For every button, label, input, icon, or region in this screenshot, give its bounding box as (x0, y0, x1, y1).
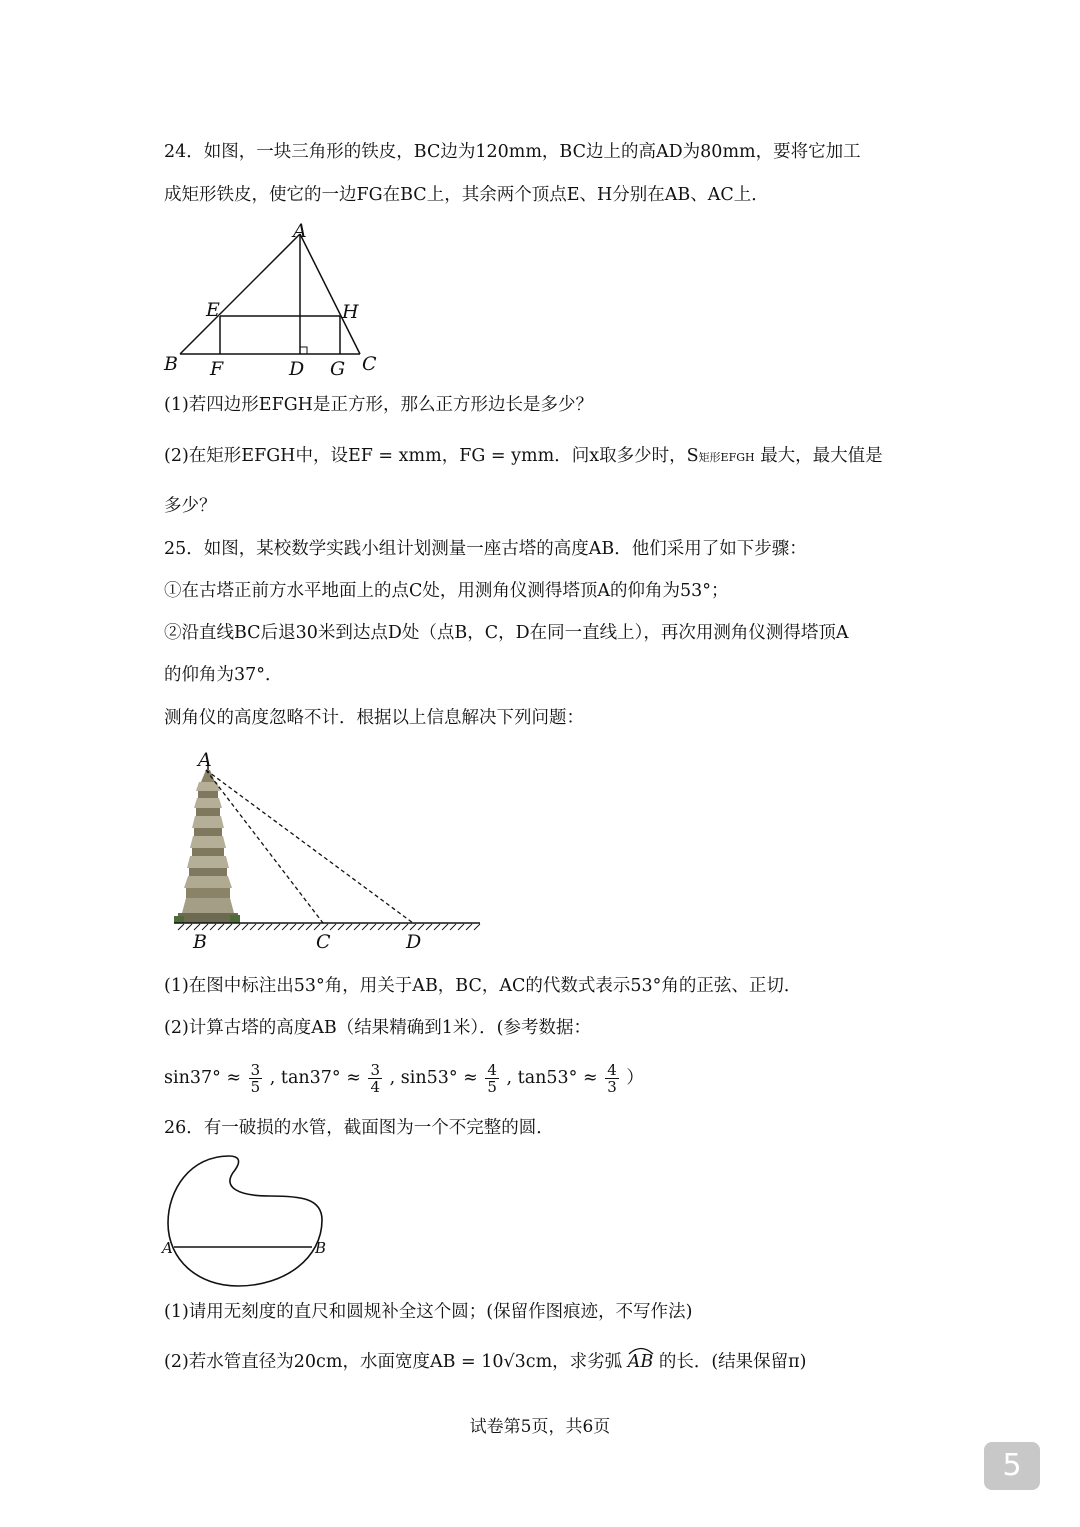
q25-tower-figure (168, 748, 488, 953)
q26-broken-circle-figure (160, 1148, 340, 1293)
fraction: $\frac{4}{3}$ (607, 1061, 617, 1096)
fraction: $\frac{3}{4}$ (370, 1061, 381, 1096)
label-A: A (293, 220, 307, 242)
fraction: $\frac{4}{5}$ (487, 1061, 497, 1096)
q26-text-line1: 26．有一破损的水管，截面图为一个不完整的圆． (164, 1118, 554, 1138)
q25-reference-data: sin37° ≈ $\frac{3}{5}$ , tan37° ≈ $\frac{3}{4}$ , sin53° ≈ $\frac{4}{5}$ , tan53° ≈ $\frac{4}{3}$ ） (164, 1061, 644, 1096)
q24-text-line1: 24．如图，一块三角形的铁皮，BC边为120mm，BC边上的高AD为80mm，要将它加工 (164, 142, 861, 162)
label-D: D (406, 931, 422, 953)
label-D: D (289, 358, 305, 380)
q24-text-line2: 成矩形铁皮，使它的一边FG在BC上，其余两个顶点E、H分别在AB、AC上． (164, 185, 769, 205)
label-F: F (210, 358, 224, 380)
label-G: G (330, 358, 346, 380)
q26-part1: (1)请用无刻度的直尺和圆规补全这个圆；(保留作图痕迹，不写作法) (164, 1302, 693, 1322)
label-B: B (315, 1239, 327, 1257)
q25-step1: ①在古塔正前方水平地面上的点C处，用测角仪测得塔顶A的仰角为53°； (164, 581, 729, 601)
q24-triangle-figure (160, 220, 390, 380)
q25-step2-line1: ②沿直线BC后退30米到达点D处（点B，C，D在同一直线上），再次用测角仪测得塔顶A (164, 623, 849, 643)
label-E: E (206, 299, 220, 321)
label-C: C (316, 931, 331, 953)
q25-text-line1: 25．如图，某校数学实践小组计划测量一座古塔的高度AB．他们采用了如下步骤： (164, 539, 807, 559)
ground-hatching (178, 924, 480, 930)
label-C: C (362, 353, 377, 375)
q24-part2: (2)在矩形EFGH中，设EF = xmm，FG = ymm．问x取多少时，S矩形EFGH 最大，最大值是 (164, 446, 883, 466)
label-A: A (162, 1239, 173, 1257)
q25-part1: (1)在图中标注出53°角，用关于AB，BC，AC的代数式表示53°角的正弦、正切． (164, 976, 802, 996)
label-B: B (193, 931, 207, 953)
page-number-badge: 5 (984, 1442, 1040, 1490)
label-B: B (164, 353, 178, 375)
pagoda-image (174, 762, 240, 923)
q24-part1: (1)若四边形EFGH是正方形，那么正方形边长是多少？ (164, 395, 593, 415)
label-H: H (342, 301, 359, 323)
arc-AB: AB (628, 1352, 659, 1372)
label-A: A (198, 749, 212, 771)
fraction: $\frac{3}{5}$ (250, 1061, 261, 1096)
q26-part2: (2)若水管直径为20cm，水面宽度AB = 10√3cm，求劣弧 AB 的长．(结果保留π) (164, 1350, 807, 1374)
q24-part2-cont: 多少？ (164, 496, 217, 516)
q25-note: 测角仪的高度忽略不计．根据以上信息解决下列问题： (164, 708, 584, 728)
q25-part2: (2)计算古塔的高度AB（结果精确到1米）．(参考数据： (164, 1018, 591, 1038)
q25-step2-line2: 的仰角为37°． (164, 665, 283, 685)
page-footer: 试卷第5页，共6页 (469, 1417, 611, 1437)
